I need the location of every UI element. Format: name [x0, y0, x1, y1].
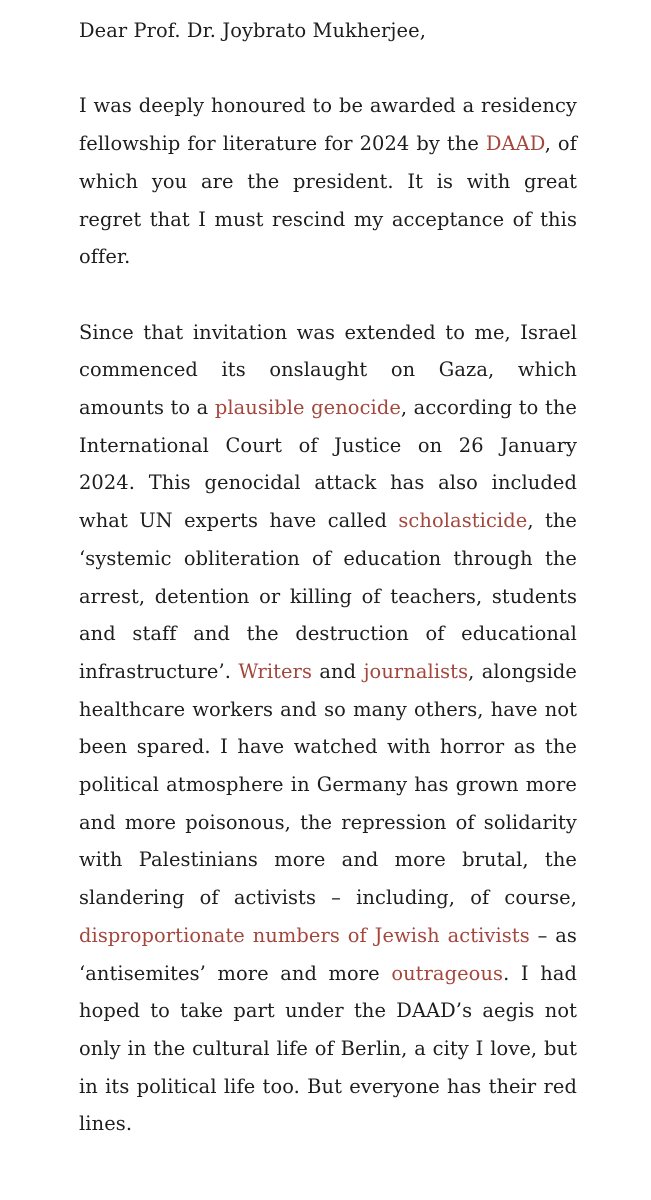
- jewish-activists-link[interactable]: disproportionate numbers of Jewish activists: [79, 923, 530, 947]
- paragraph-text: I was deeply honoured to be awarded a residency fellowship for literature for 2024 by the: [79, 94, 577, 156]
- scholasticide-link[interactable]: scholasticide: [398, 509, 528, 533]
- paragraph-text: and: [312, 659, 364, 683]
- paragraph-text: , alongside healthcare workers and so many others, have not been spared. I have watched with horror as the political atmosphere in Germany has grown more and more poisonous, the repression of solidarity with Palestinians more and more brutal, the slandering of activists – including, of course,: [79, 659, 577, 910]
- paragraph-gaza: [79, 314, 577, 1143]
- daad-link[interactable]: DAAD: [485, 132, 545, 156]
- letter-greeting: Dear Prof. Dr. Joybrato Mukherjee,: [79, 19, 426, 42]
- paragraph-text: – as ‘antisemites’ more and more: [79, 923, 577, 985]
- outrageous-link[interactable]: outrageous: [391, 961, 504, 985]
- journalists-link[interactable]: journalists: [363, 659, 469, 683]
- paragraph-text: , the ‘systemic obliteration of education through the arrest, detention or killing of teachers, students and staff and the destruction of educational infrastructure’.: [79, 509, 577, 683]
- paragraph-fellowship: [79, 87, 577, 276]
- paragraph-text: Since that invitation was extended to me, Israel commenced its onslaught on Gaza, which amounts to a: [79, 320, 577, 419]
- plausible-genocide-link[interactable]: plausible genocide: [214, 396, 401, 419]
- paragraph-text: , according to the International Court of Justice on 26 January 2024. This genocidal attack has also included what UN experts have called: [79, 396, 577, 533]
- paragraph-text: . I had hoped to take part under the DAAD’s aegis not only in the cultural life of Berlin, a city I love, but in its political life too. But everyone has their red lines.: [79, 961, 578, 1136]
- writers-link[interactable]: Writers: [238, 659, 313, 683]
- letter-body: [79, 12, 577, 1143]
- paragraph-text: , of which you are the president. It is with great regret that I must rescind my acceptance of this offer.: [79, 132, 577, 269]
